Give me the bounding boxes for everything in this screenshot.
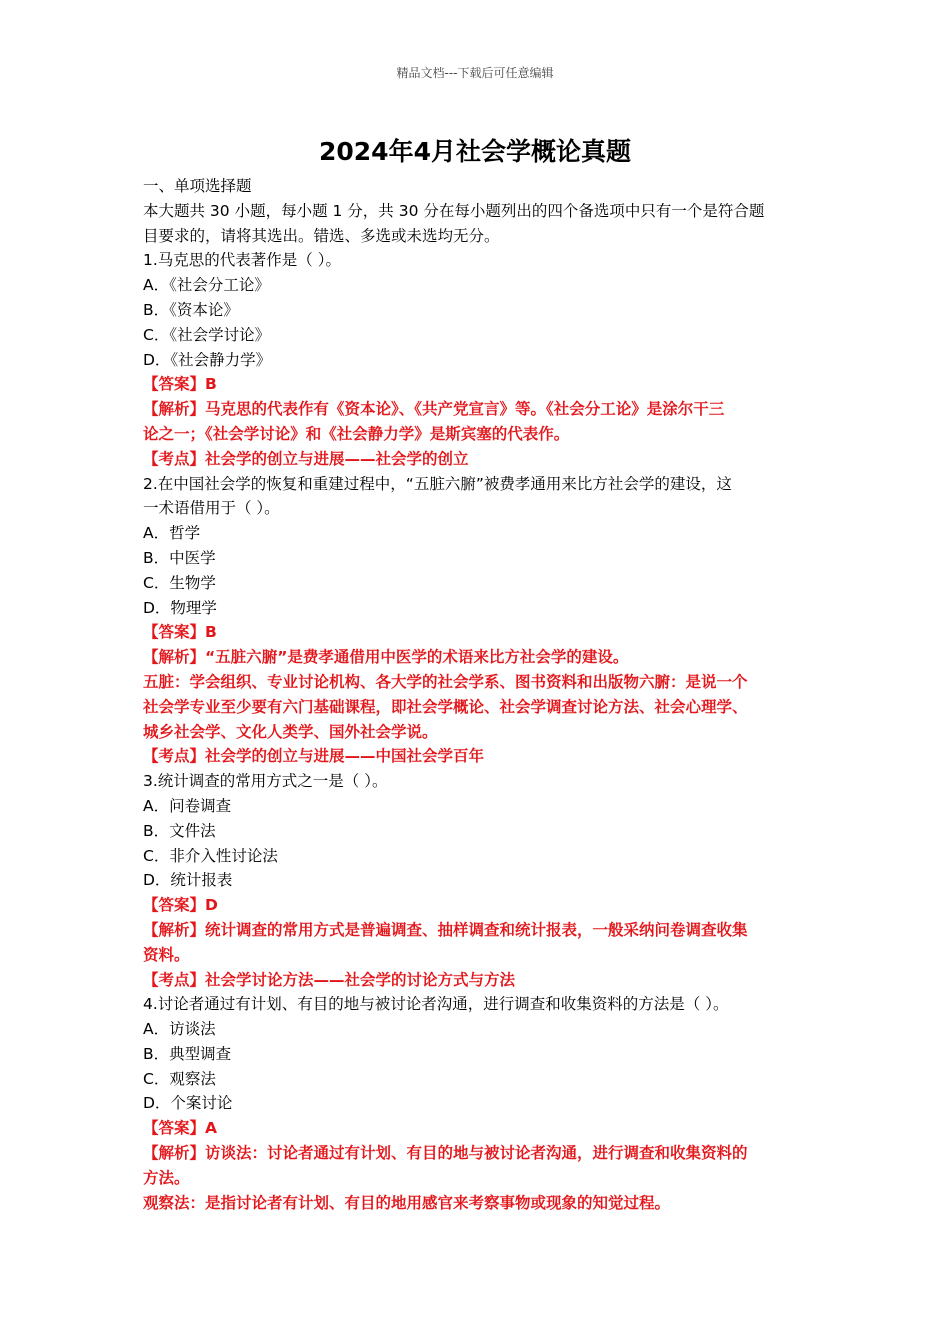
page-title: 2024年4月社会学概论真题 [319,137,631,166]
answer-line: 【考点】社会学讨论方法——社会学的讨论方式与方法 [143,970,516,989]
answer-line: 资料。 [143,945,190,964]
text-line: C．《社会学讨论》 [143,325,271,344]
text-line: A．《社会分工论》 [143,276,270,295]
text-line: 2.在中国社会学的恢复和重建过程中，“五脏六腑”被费孝通用来比方社会学的建设，这 [143,474,732,493]
answer-line: 方法。 [143,1168,190,1187]
text-line: B．典型调查 [143,1044,232,1063]
answer-line: 城乡社会学、文化人类学、国外社会学说。 [143,722,438,741]
text-line: A．哲学 [143,524,201,543]
answer-line: 【答案】B [143,623,217,642]
text-line: 一术语借用于（ ）。 [143,499,280,518]
text-line: C．生物学 [143,573,216,592]
text-line: B．中医学 [143,548,216,567]
document-body [143,174,813,1215]
answer-line: 【解析】马克思的代表作有《资本论》、《共产党宣言》等。《社会分工论》是涂尔干三 [143,400,725,419]
text-line: 目要求的，请将其选出。错选、多选或未选均无分。 [143,226,500,245]
answer-line: 社会学专业至少要有六门基础课程，即社会学概论、社会学调查讨论方法、社会心理学、 [143,697,748,716]
text-line: 1.马克思的代表著作是（ ）。 [143,251,341,270]
text-line: C．观察法 [143,1069,216,1088]
text-line: 4.讨论者通过有计划、有目的地与被讨论者沟通，进行调查和收集资料的方法是（ ）。 [143,995,729,1014]
text-line: D．个案讨论 [143,1094,233,1113]
answer-line: 【解析】访谈法：讨论者通过有计划、有目的地与被讨论者沟通，进行调查和收集资料的 [143,1144,748,1163]
answer-line: 【答案】B [143,375,217,394]
answer-line: 【解析】统计调查的常用方式是普遍调查、抽样调查和统计报表，一般采纳问卷调查收集 [143,920,748,939]
page-header: 精品文档---下载后可任意编辑 [396,66,554,80]
answer-line: 【解析】“五脏六腑”是费孝通借用中医学的术语来比方社会学的建设。 [143,648,629,667]
text-line: A．访谈法 [143,1020,216,1039]
answer-line: 【答案】D [143,896,218,915]
answer-line: 观察法：是指讨论者有计划、有目的地用感官来考察事物或现象的知觉过程。 [143,1193,671,1212]
answer-line: 五脏：学会组织、专业讨论机构、各大学的社会学系、图书资料和出版物六腑：是说一个 [143,672,748,691]
text-line: D．物理学 [143,598,217,617]
text-line: B．《资本论》 [143,300,239,319]
text-line: B．文件法 [143,821,216,840]
text-line: 一、单项选择题 [143,177,252,195]
text-line: D．《社会静力学》 [143,350,272,369]
answer-line: 【考点】社会学的创立与进展——社会学的创立 [143,449,469,468]
text-line: D．统计报表 [143,871,233,890]
text-line: C．非介入性讨论法 [143,846,278,865]
text-line: 3.统计调查的常用方式之一是（ ）。 [143,772,388,791]
answer-line: 【答案】A [143,1119,217,1138]
text-line: A．问卷调查 [143,796,232,815]
answer-line: 【考点】社会学的创立与进展——中国社会学百年 [143,747,485,766]
answer-line: 论之一；《社会学讨论》和《社会静力学》是斯宾塞的代表作。 [143,424,570,443]
text-line: 本大题共 30 小题，每小题 1 分，共 30 分在每小题列出的四个备选项中只有一个是符合题 [143,201,765,220]
